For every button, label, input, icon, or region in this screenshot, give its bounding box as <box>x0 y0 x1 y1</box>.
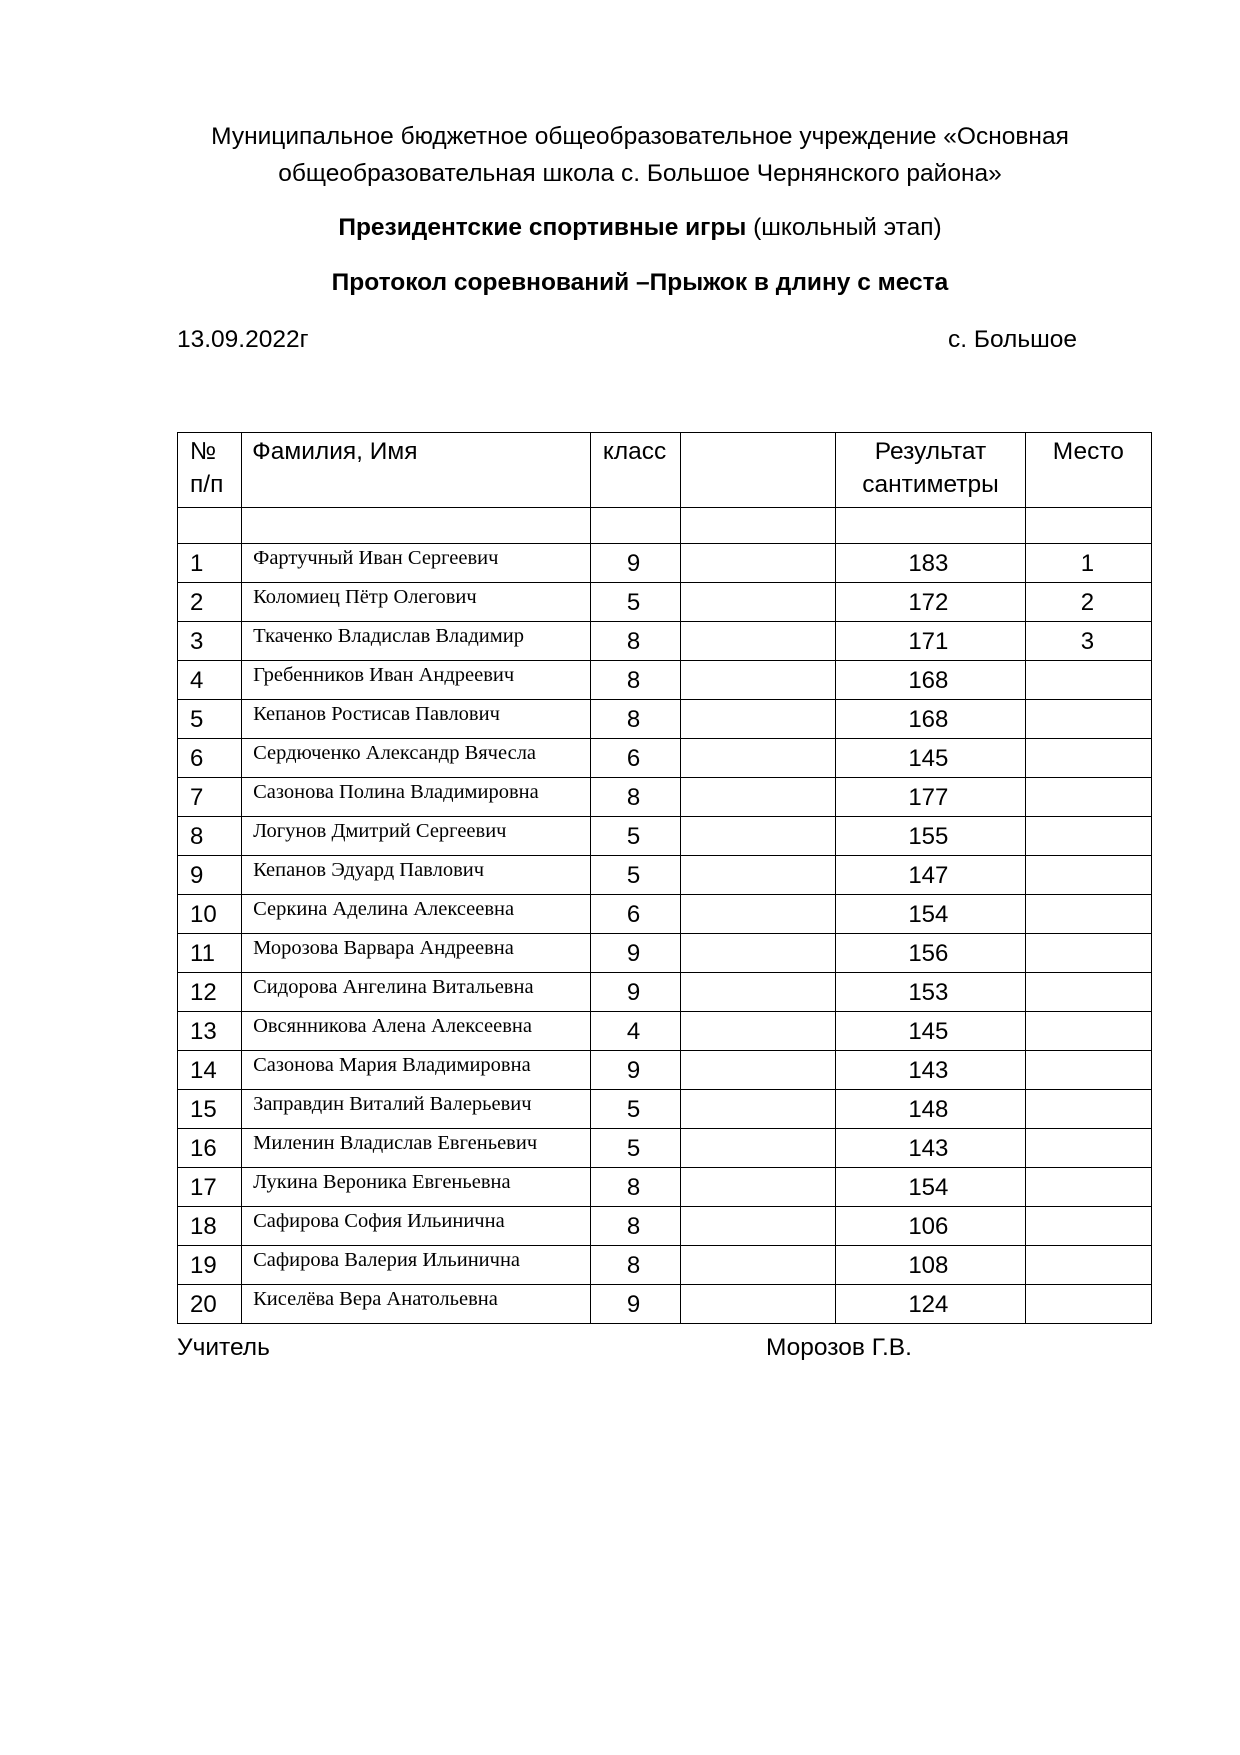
result-cm: 124 <box>836 1285 1025 1324</box>
student-class: 8 <box>590 661 680 700</box>
place-cell <box>1025 1129 1151 1168</box>
result-cm: 154 <box>836 1168 1025 1207</box>
header-place: Место <box>1025 433 1151 508</box>
student-name: Сердюченко Александр Вячесла <box>242 739 591 778</box>
place-cell <box>1025 973 1151 1012</box>
student-name: Сафирова София Ильинична <box>242 1207 591 1246</box>
header-result <box>836 433 1025 508</box>
protocol-date: 13.09.2022г <box>177 326 309 353</box>
table-row <box>178 700 1152 739</box>
table-row <box>178 661 1152 700</box>
empty-cell <box>836 508 1025 544</box>
row-number: 20 <box>178 1285 242 1324</box>
event-title-bold: Президентские спортивные игры <box>338 214 747 241</box>
table-row <box>178 1051 1152 1090</box>
result-cm: 148 <box>836 1090 1025 1129</box>
event-title-stage: (школьный этап) <box>746 214 942 241</box>
place-cell <box>1025 700 1151 739</box>
protocol-place: с. Большое <box>948 326 1077 353</box>
table-row <box>178 1129 1152 1168</box>
table-row <box>178 817 1152 856</box>
row-number: 6 <box>178 739 242 778</box>
organization-title-line-2: общеобразовательная школа с. Большое Чернянского района» <box>278 160 1002 187</box>
teacher-name: Морозов Г.В. <box>766 1334 912 1361</box>
place-cell <box>1025 1168 1151 1207</box>
student-name: Логунов Дмитрий Сергеевич <box>242 817 591 856</box>
organization-title <box>150 118 1130 192</box>
student-class: 5 <box>590 856 680 895</box>
result-cm: 154 <box>836 895 1025 934</box>
student-name: Гребенников Иван Андреевич <box>242 661 591 700</box>
result-cm: 143 <box>836 1051 1025 1090</box>
result-cm: 147 <box>836 856 1025 895</box>
student-name: Морозова Варвара Андреевна <box>242 934 591 973</box>
empty-cell <box>681 895 836 934</box>
results-table <box>177 432 1152 1324</box>
student-class: 5 <box>590 817 680 856</box>
teacher-label: Учитель <box>177 1334 270 1361</box>
student-class: 5 <box>590 1129 680 1168</box>
student-class: 8 <box>590 1207 680 1246</box>
empty-cell <box>681 973 836 1012</box>
row-number: 4 <box>178 661 242 700</box>
student-name: Коломиец Пётр Олегович <box>242 583 591 622</box>
student-name: Фартучный Иван Сергеевич <box>242 544 591 583</box>
header-result-line-2: сантиметры <box>862 471 999 498</box>
student-name: Сазонова Полина Владимировна <box>242 778 591 817</box>
student-class: 8 <box>590 700 680 739</box>
empty-cell <box>681 622 836 661</box>
row-number: 18 <box>178 1207 242 1246</box>
row-number: 15 <box>178 1090 242 1129</box>
empty-cell <box>681 817 836 856</box>
student-name: Киселёва Вера Анатольевна <box>242 1285 591 1324</box>
table-row <box>178 1246 1152 1285</box>
empty-cell <box>681 739 836 778</box>
header-result-line-1: Результат <box>874 438 987 465</box>
student-name: Миленин Владислав Евгеньевич <box>242 1129 591 1168</box>
empty-cell <box>681 934 836 973</box>
empty-cell <box>681 1285 836 1324</box>
student-class: 6 <box>590 739 680 778</box>
event-title <box>150 213 1130 243</box>
row-number: 19 <box>178 1246 242 1285</box>
result-cm: 145 <box>836 1012 1025 1051</box>
table-row <box>178 895 1152 934</box>
row-number: 3 <box>178 622 242 661</box>
empty-cell <box>178 508 242 544</box>
table-row <box>178 856 1152 895</box>
student-name: Кепанов Эдуард Павлович <box>242 856 591 895</box>
table-row <box>178 1285 1152 1324</box>
table-row <box>178 778 1152 817</box>
result-cm: 177 <box>836 778 1025 817</box>
empty-cell <box>681 544 836 583</box>
header-empty <box>681 433 836 508</box>
place-cell <box>1025 895 1151 934</box>
student-class: 8 <box>590 778 680 817</box>
row-number: 1 <box>178 544 242 583</box>
empty-cell <box>681 661 836 700</box>
student-name: Ткаченко Владислав Владимир <box>242 622 591 661</box>
header-number-line-1: № <box>190 438 217 465</box>
place-cell: 3 <box>1025 622 1151 661</box>
student-name: Серкина Аделина Алексеевна <box>242 895 591 934</box>
table-row <box>178 583 1152 622</box>
place-cell <box>1025 1090 1151 1129</box>
table-row <box>178 1207 1152 1246</box>
result-cm: 183 <box>836 544 1025 583</box>
header-name: Фамилия, Имя <box>242 433 591 508</box>
student-class: 5 <box>590 583 680 622</box>
table-header-row <box>178 433 1152 508</box>
place-cell <box>1025 661 1151 700</box>
table-row <box>178 973 1152 1012</box>
row-number: 12 <box>178 973 242 1012</box>
student-class: 6 <box>590 895 680 934</box>
result-cm: 156 <box>836 934 1025 973</box>
empty-cell <box>681 1246 836 1285</box>
student-class: 8 <box>590 1246 680 1285</box>
empty-cell <box>681 583 836 622</box>
result-cm: 108 <box>836 1246 1025 1285</box>
protocol-title: Протокол соревнований –Прыжок в длину с места <box>331 269 949 296</box>
student-class: 9 <box>590 1051 680 1090</box>
row-number: 9 <box>178 856 242 895</box>
empty-cell <box>681 778 836 817</box>
student-name: Сафирова Валерия Ильинична <box>242 1246 591 1285</box>
student-class: 9 <box>590 934 680 973</box>
result-cm: 153 <box>836 973 1025 1012</box>
result-cm: 172 <box>836 583 1025 622</box>
row-number: 13 <box>178 1012 242 1051</box>
header-number <box>178 433 242 508</box>
empty-cell <box>681 1051 836 1090</box>
table-row <box>178 622 1152 661</box>
row-number: 2 <box>178 583 242 622</box>
result-cm: 143 <box>836 1129 1025 1168</box>
row-number: 11 <box>178 934 242 973</box>
place-cell <box>1025 1207 1151 1246</box>
empty-cell <box>681 700 836 739</box>
place-cell <box>1025 1285 1151 1324</box>
place-cell <box>1025 739 1151 778</box>
organization-title-line-1: Муниципальное бюджетное общеобразовательное учреждение «Основная <box>211 123 1069 150</box>
empty-cell <box>681 1090 836 1129</box>
empty-cell <box>1025 508 1151 544</box>
row-number: 10 <box>178 895 242 934</box>
empty-cell <box>242 508 591 544</box>
empty-cell <box>681 508 836 544</box>
student-class: 9 <box>590 1285 680 1324</box>
result-cm: 171 <box>836 622 1025 661</box>
row-number: 17 <box>178 1168 242 1207</box>
place-cell: 1 <box>1025 544 1151 583</box>
place-cell <box>1025 856 1151 895</box>
empty-cell <box>681 1129 836 1168</box>
student-name: Овсянникова Алена Алексеевна <box>242 1012 591 1051</box>
empty-cell <box>681 856 836 895</box>
empty-cell <box>681 1207 836 1246</box>
student-class: 9 <box>590 544 680 583</box>
table-row <box>178 934 1152 973</box>
place-cell <box>1025 778 1151 817</box>
place-cell <box>1025 1012 1151 1051</box>
empty-cell <box>590 508 680 544</box>
student-name: Кепанов Ростисав Павлович <box>242 700 591 739</box>
student-class: 4 <box>590 1012 680 1051</box>
table-empty-row <box>178 508 1152 544</box>
header-class: класс <box>590 433 680 508</box>
header-number-line-2: п/п <box>190 471 224 498</box>
result-cm: 168 <box>836 661 1025 700</box>
row-number: 5 <box>178 700 242 739</box>
table-row <box>178 1168 1152 1207</box>
result-cm: 145 <box>836 739 1025 778</box>
place-cell <box>1025 1051 1151 1090</box>
student-name: Сидорова Ангелина Витальевна <box>242 973 591 1012</box>
student-class: 5 <box>590 1090 680 1129</box>
empty-cell <box>681 1168 836 1207</box>
row-number: 16 <box>178 1129 242 1168</box>
table-row <box>178 544 1152 583</box>
result-cm: 155 <box>836 817 1025 856</box>
place-cell <box>1025 1246 1151 1285</box>
table-row <box>178 739 1152 778</box>
student-name: Лукина Вероника Евгеньевна <box>242 1168 591 1207</box>
row-number: 8 <box>178 817 242 856</box>
empty-cell <box>681 1012 836 1051</box>
table-row <box>178 1090 1152 1129</box>
student-name: Сазонова Мария Владимировна <box>242 1051 591 1090</box>
table-row <box>178 1012 1152 1051</box>
place-cell <box>1025 934 1151 973</box>
result-cm: 168 <box>836 700 1025 739</box>
result-cm: 106 <box>836 1207 1025 1246</box>
student-class: 9 <box>590 973 680 1012</box>
student-name: Заправдин Виталий Валерьевич <box>242 1090 591 1129</box>
row-number: 7 <box>178 778 242 817</box>
place-cell: 2 <box>1025 583 1151 622</box>
student-class: 8 <box>590 622 680 661</box>
row-number: 14 <box>178 1051 242 1090</box>
place-cell <box>1025 817 1151 856</box>
student-class: 8 <box>590 1168 680 1207</box>
